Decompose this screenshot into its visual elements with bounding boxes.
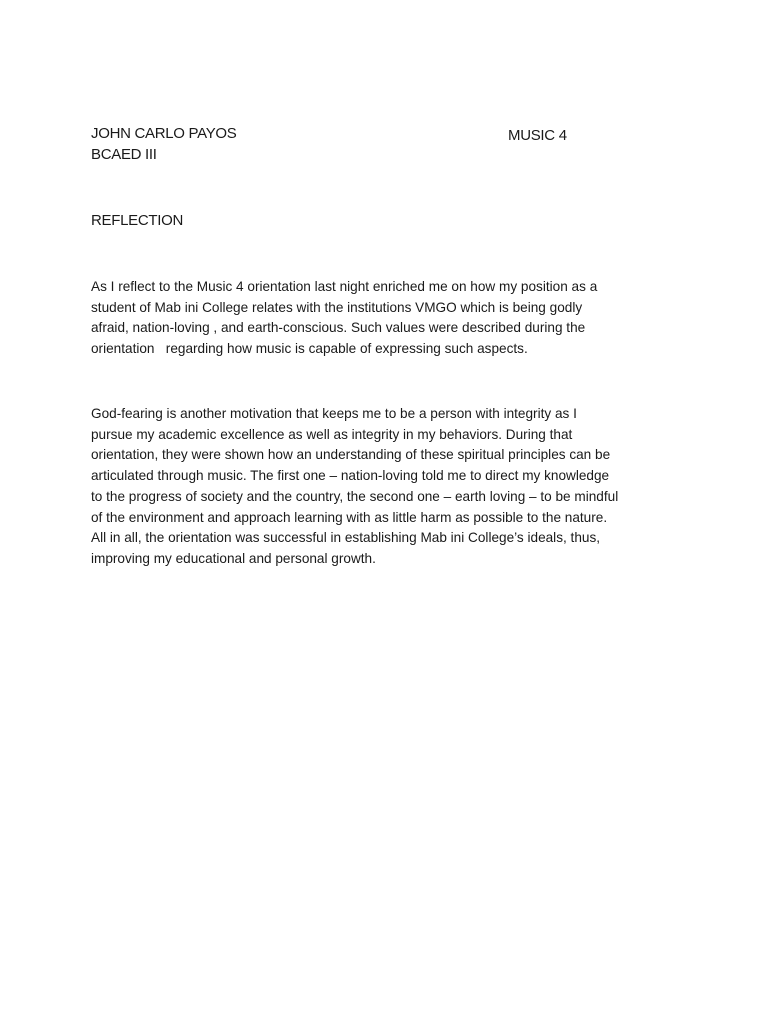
paragraph-1 [91, 277, 691, 360]
text-line: improving my educational and personal growth. [91, 550, 376, 566]
text-line: All in all, the orientation was successful in establishing Mab ini College’s ideals, thus, [91, 530, 601, 546]
text-line: student of Mab ini College relates with the institutions VMGO which is being godly [91, 299, 583, 315]
author-name: JOHN CARLO PAYOS [91, 125, 237, 142]
text-line: of the environment and approach learning with as little harm as possible to the nature. [91, 509, 608, 525]
section-heading: REFLECTION [91, 212, 184, 229]
text-line: As I reflect to the Music 4 orientation last night enriched me on how my position as a [91, 279, 598, 294]
text-line: pursue my academic excellence as well as integrity in my behaviors. During that [91, 426, 573, 442]
text-line: God-fearing is another motivation that keeps me to be a person with integrity as I [91, 406, 577, 421]
paragraph-2 [91, 404, 691, 570]
text-line: articulated through music. The first one – nation-loving told me to direct my knowledge [91, 468, 610, 484]
text-line: to the progress of society and the country, the second one – earth loving – to be mindful [91, 488, 619, 504]
subject-title: MUSIC 4 [508, 127, 567, 144]
text-line: afraid, nation-loving , and earth-conscious. Such values were described during the [91, 320, 586, 336]
author-course: BCAED III [91, 146, 157, 163]
text-line: orientation, they were shown how an understanding of these spiritual principles can be [91, 447, 611, 463]
text-line: orientation regarding how music is capable of expressing such aspects. [91, 341, 528, 357]
